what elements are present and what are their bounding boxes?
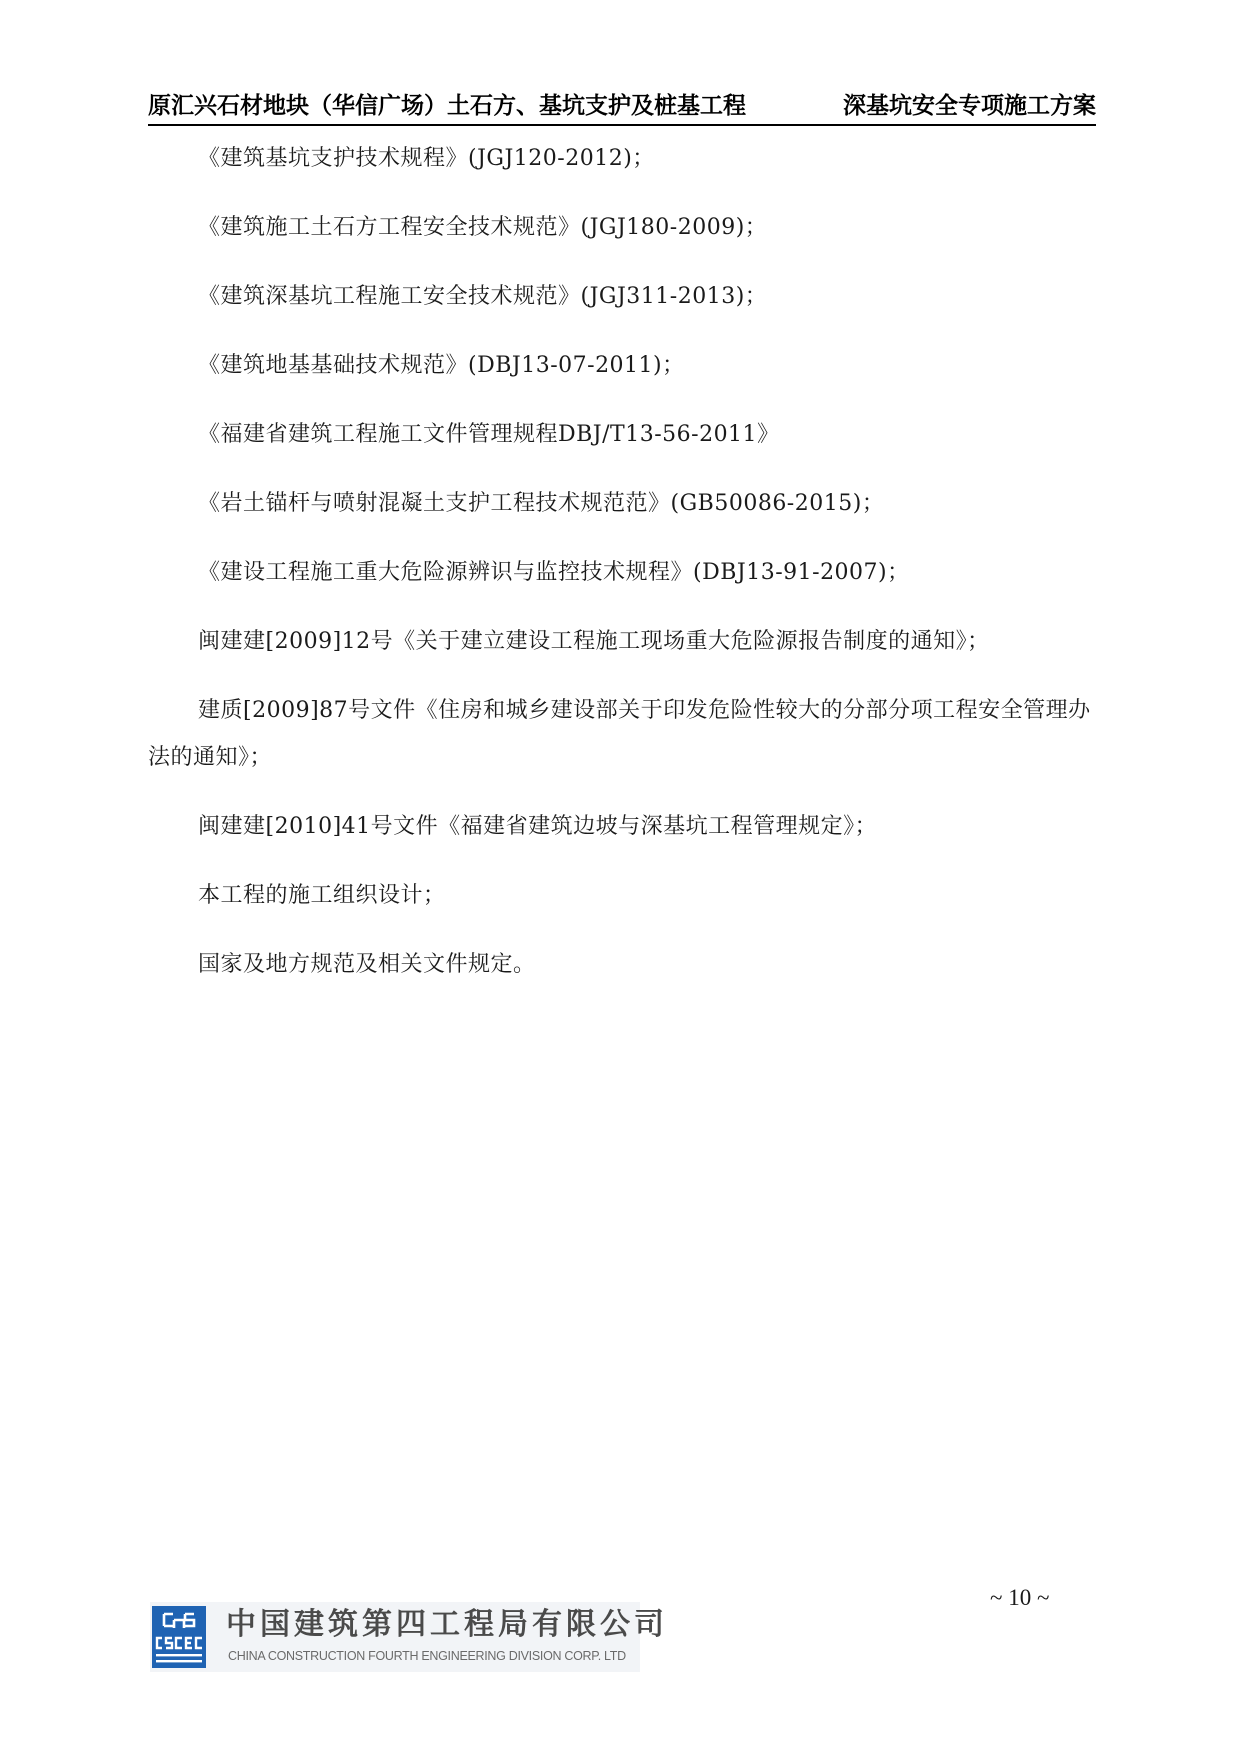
reference-item: 《建筑地基基础技术规范》(DBJ13-07-2011)； — [198, 353, 685, 378]
reference-item: 本工程的施工组织设计； — [198, 883, 446, 908]
header-document-title: 深基坑安全专项施工方案 — [843, 93, 1096, 119]
page-number: ~ 10 ~ — [990, 1585, 1050, 1610]
reference-item: 《福建省建筑工程施工文件管理规程DBJ/T13-56-2011》 — [198, 422, 780, 447]
header-project-title: 原汇兴石材地块（华信广场）土石方、基坑支护及桩基工程 — [148, 93, 746, 119]
company-name-english: CHINA CONSTRUCTION FOURTH ENGINEERING DIVISION CORP. LTD — [228, 1649, 626, 1663]
reference-item: 《建筑基坑支护技术规程》(JGJ120-2012)； — [198, 146, 655, 171]
company-logo-banner — [150, 1602, 668, 1672]
page-header — [148, 88, 1096, 126]
reference-item: 建质[2009]87号文件《住房和城乡建设部关于印发危险性较大的分部分项工程安全管理办法的通知》； — [148, 698, 1091, 770]
reference-item: 《岩土锚杆与喷射混凝土支护工程技术规范范》(GB50086-2015)； — [198, 491, 885, 516]
cscec-logo-icon — [152, 1606, 206, 1668]
reference-item: 《建筑施工土石方工程安全技术规范》(JGJ180-2009)； — [198, 215, 768, 240]
reference-item: 《建筑深基坑工程施工安全技术规范》(JGJ311-2013)； — [198, 284, 768, 309]
reference-item: 《建设工程施工重大危险源辨识与监控技术规程》(DBJ13-91-2007)； — [198, 560, 910, 585]
company-name-chinese: 中国建筑第四工程局有限公司 — [226, 1607, 668, 1642]
reference-item: 闽建建[2010]41号文件《福建省建筑边坡与深基坑工程管理规定》； — [198, 814, 878, 839]
reference-item: 国家及地方规范及相关文件规定。 — [198, 952, 536, 977]
document-body — [148, 144, 1096, 1019]
reference-item: 闽建建[2009]12号《关于建立建设工程施工现场重大危险源报告制度的通知》； — [198, 629, 990, 654]
